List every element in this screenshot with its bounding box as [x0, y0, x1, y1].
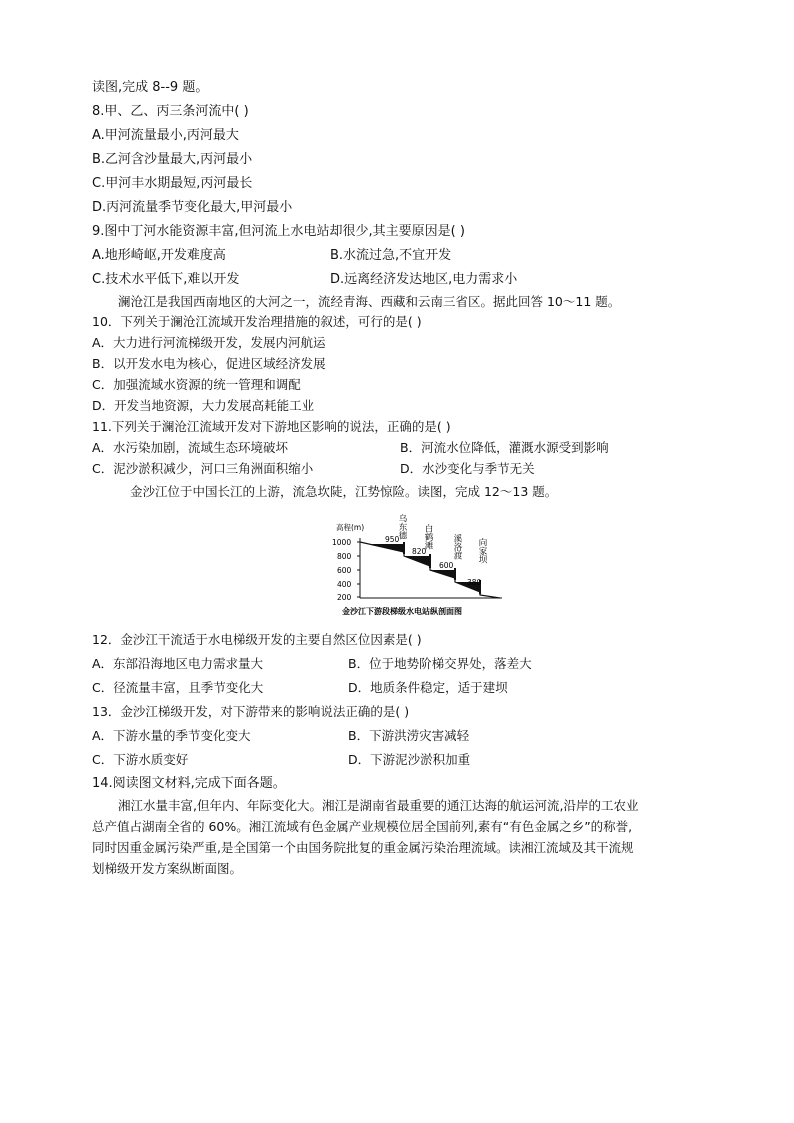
q13-option-a: A．下游水量的季节变化变大	[92, 728, 251, 743]
station-name-baihetan: 白鹤滩	[423, 524, 433, 550]
q10-option-a: A．大力进行河流梯级开发，发展内河航运	[92, 335, 326, 350]
q8-option-d: D.丙河流量季节变化最大,甲河最小	[92, 200, 293, 215]
q9-stem: 9.图中丁河水能资源丰富,但河流上水电站却很少,其主要原因是( )	[92, 224, 465, 239]
station-name-wudongde: 乌东德	[397, 514, 407, 540]
q10-option-b: B．以开发水电为核心，促进区域经济发展	[92, 356, 326, 371]
q12-stem: 12．金沙江干流适于水电梯级开发的主要自然区位因素是( )	[92, 632, 422, 647]
q12-option-a: A．东部沿海地区电力需求量大	[92, 656, 264, 671]
q13-option-c: C．下游水质变好	[92, 752, 189, 767]
q14-material-line: 总产值占湖南全省的 60%。湘江流域有色金属产业规模位居全国前列,素有“有色金属之乡”的称誉,	[92, 819, 633, 834]
q11-stem: 11.下列关于澜沧江流域开发对下游地区影响的说法，正确的是( )	[92, 419, 451, 434]
q12-13-intro: 金沙江位于中国长江的上游，流急坎陡，江势惊险。读图，完成 12～13 题。	[130, 484, 558, 499]
q12-option-b: B．位于地势阶梯交界处，落差大	[348, 656, 532, 671]
y-tick-label: 600	[337, 566, 352, 575]
station-name-xiangjiaba: 向家坝	[477, 538, 487, 564]
q11-option-a: A．水污染加剧，流域生态环境破坏	[92, 440, 289, 455]
q8-option-b: B.乙河含沙量最大,丙河最小	[92, 152, 253, 167]
y-tick-label: 400	[337, 580, 352, 589]
q13-option-d: D．下游泥沙淤积加重	[348, 752, 471, 767]
q8-option-c: C.甲河丰水期最短,丙河最长	[92, 176, 253, 191]
dam-baihetan	[429, 554, 431, 568]
q9-option-c: C.技术水平低下,难以开发	[92, 272, 240, 287]
elevation-label: 950	[385, 535, 400, 544]
q14-material-line: 同时因重金属污染严重,是全国第一个由国务院批复的重金属污染治理流域。读湘江流域及其干流规	[92, 840, 634, 855]
cascade-profile-diagram	[330, 508, 510, 623]
y-tick-label: 1000	[332, 538, 352, 547]
elevation-label: 380	[467, 578, 482, 587]
diagram-caption: 金沙江下游段梯级水电站纵剖面图	[342, 607, 462, 616]
dam-wudongde	[403, 542, 405, 554]
q13-stem: 13．金沙江梯级开发，对下游带来的影响说法正确的是( )	[92, 704, 410, 719]
q9-option-a: A.地形崎岖,开发难度高	[92, 248, 226, 263]
q10-option-d: D．开发当地资源，大力发展高耗能工业	[92, 398, 315, 413]
q11-option-d: D．水沙变化与季节无关	[400, 461, 535, 476]
q14-material-line: 湘江水量丰富,但年内、年际变化大。湘江是湖南省最重要的通江达海的航运河流,沿岸的工农业	[118, 798, 639, 813]
q8-9-intro: 读图,完成 8--9 题。	[92, 80, 209, 95]
y-tick-label: 200	[337, 593, 352, 602]
q13-option-b: B．下游洪涝灾害减轻	[348, 728, 470, 743]
q10-option-c: C．加强流域水资源的统一管理和调配	[92, 377, 301, 392]
dam-xiluodu	[454, 568, 456, 580]
q8-stem: 8.甲、乙、丙三条河流中( )	[92, 104, 249, 119]
elevation-label: 600	[439, 561, 454, 570]
q9-option-d: D.远离经济发达地区,电力需求小	[330, 272, 518, 287]
q12-option-d: D．地质条件稳定，适于建坝	[348, 680, 508, 695]
q10-11-intro: 澜沧江是我国西南地区的大河之一，流经青海、西藏和云南三省区。据此回答 10～11 题。	[118, 294, 621, 309]
q14-material-line: 划梯级开发方案纵断面图。	[92, 861, 243, 876]
q8-option-a: A.甲河流量最小,丙河最大	[92, 128, 239, 143]
q9-option-b: B.水流过急,不宜开发	[330, 248, 452, 263]
y-ticks	[332, 538, 360, 602]
station-name-xiluodu: 溪洛渡	[452, 534, 462, 560]
q14-stem: 14.阅读图文材料,完成下面各题。	[92, 776, 286, 791]
q10-stem: 10．下列关于澜沧江流域开发治理措施的叙述，可行的是( )	[92, 314, 422, 329]
q11-option-c: C．泥沙淤积减少，河口三角洲面积缩小	[92, 461, 314, 476]
y-tick-label: 800	[337, 552, 352, 561]
q12-option-c: C．径流量丰富，且季节变化大	[92, 680, 264, 695]
elevation-label: 820	[412, 547, 427, 556]
q11-option-b: B．河流水位降低，灌溉水源受到影响	[400, 440, 609, 455]
y-axis-title: 高程(m)	[336, 523, 365, 532]
